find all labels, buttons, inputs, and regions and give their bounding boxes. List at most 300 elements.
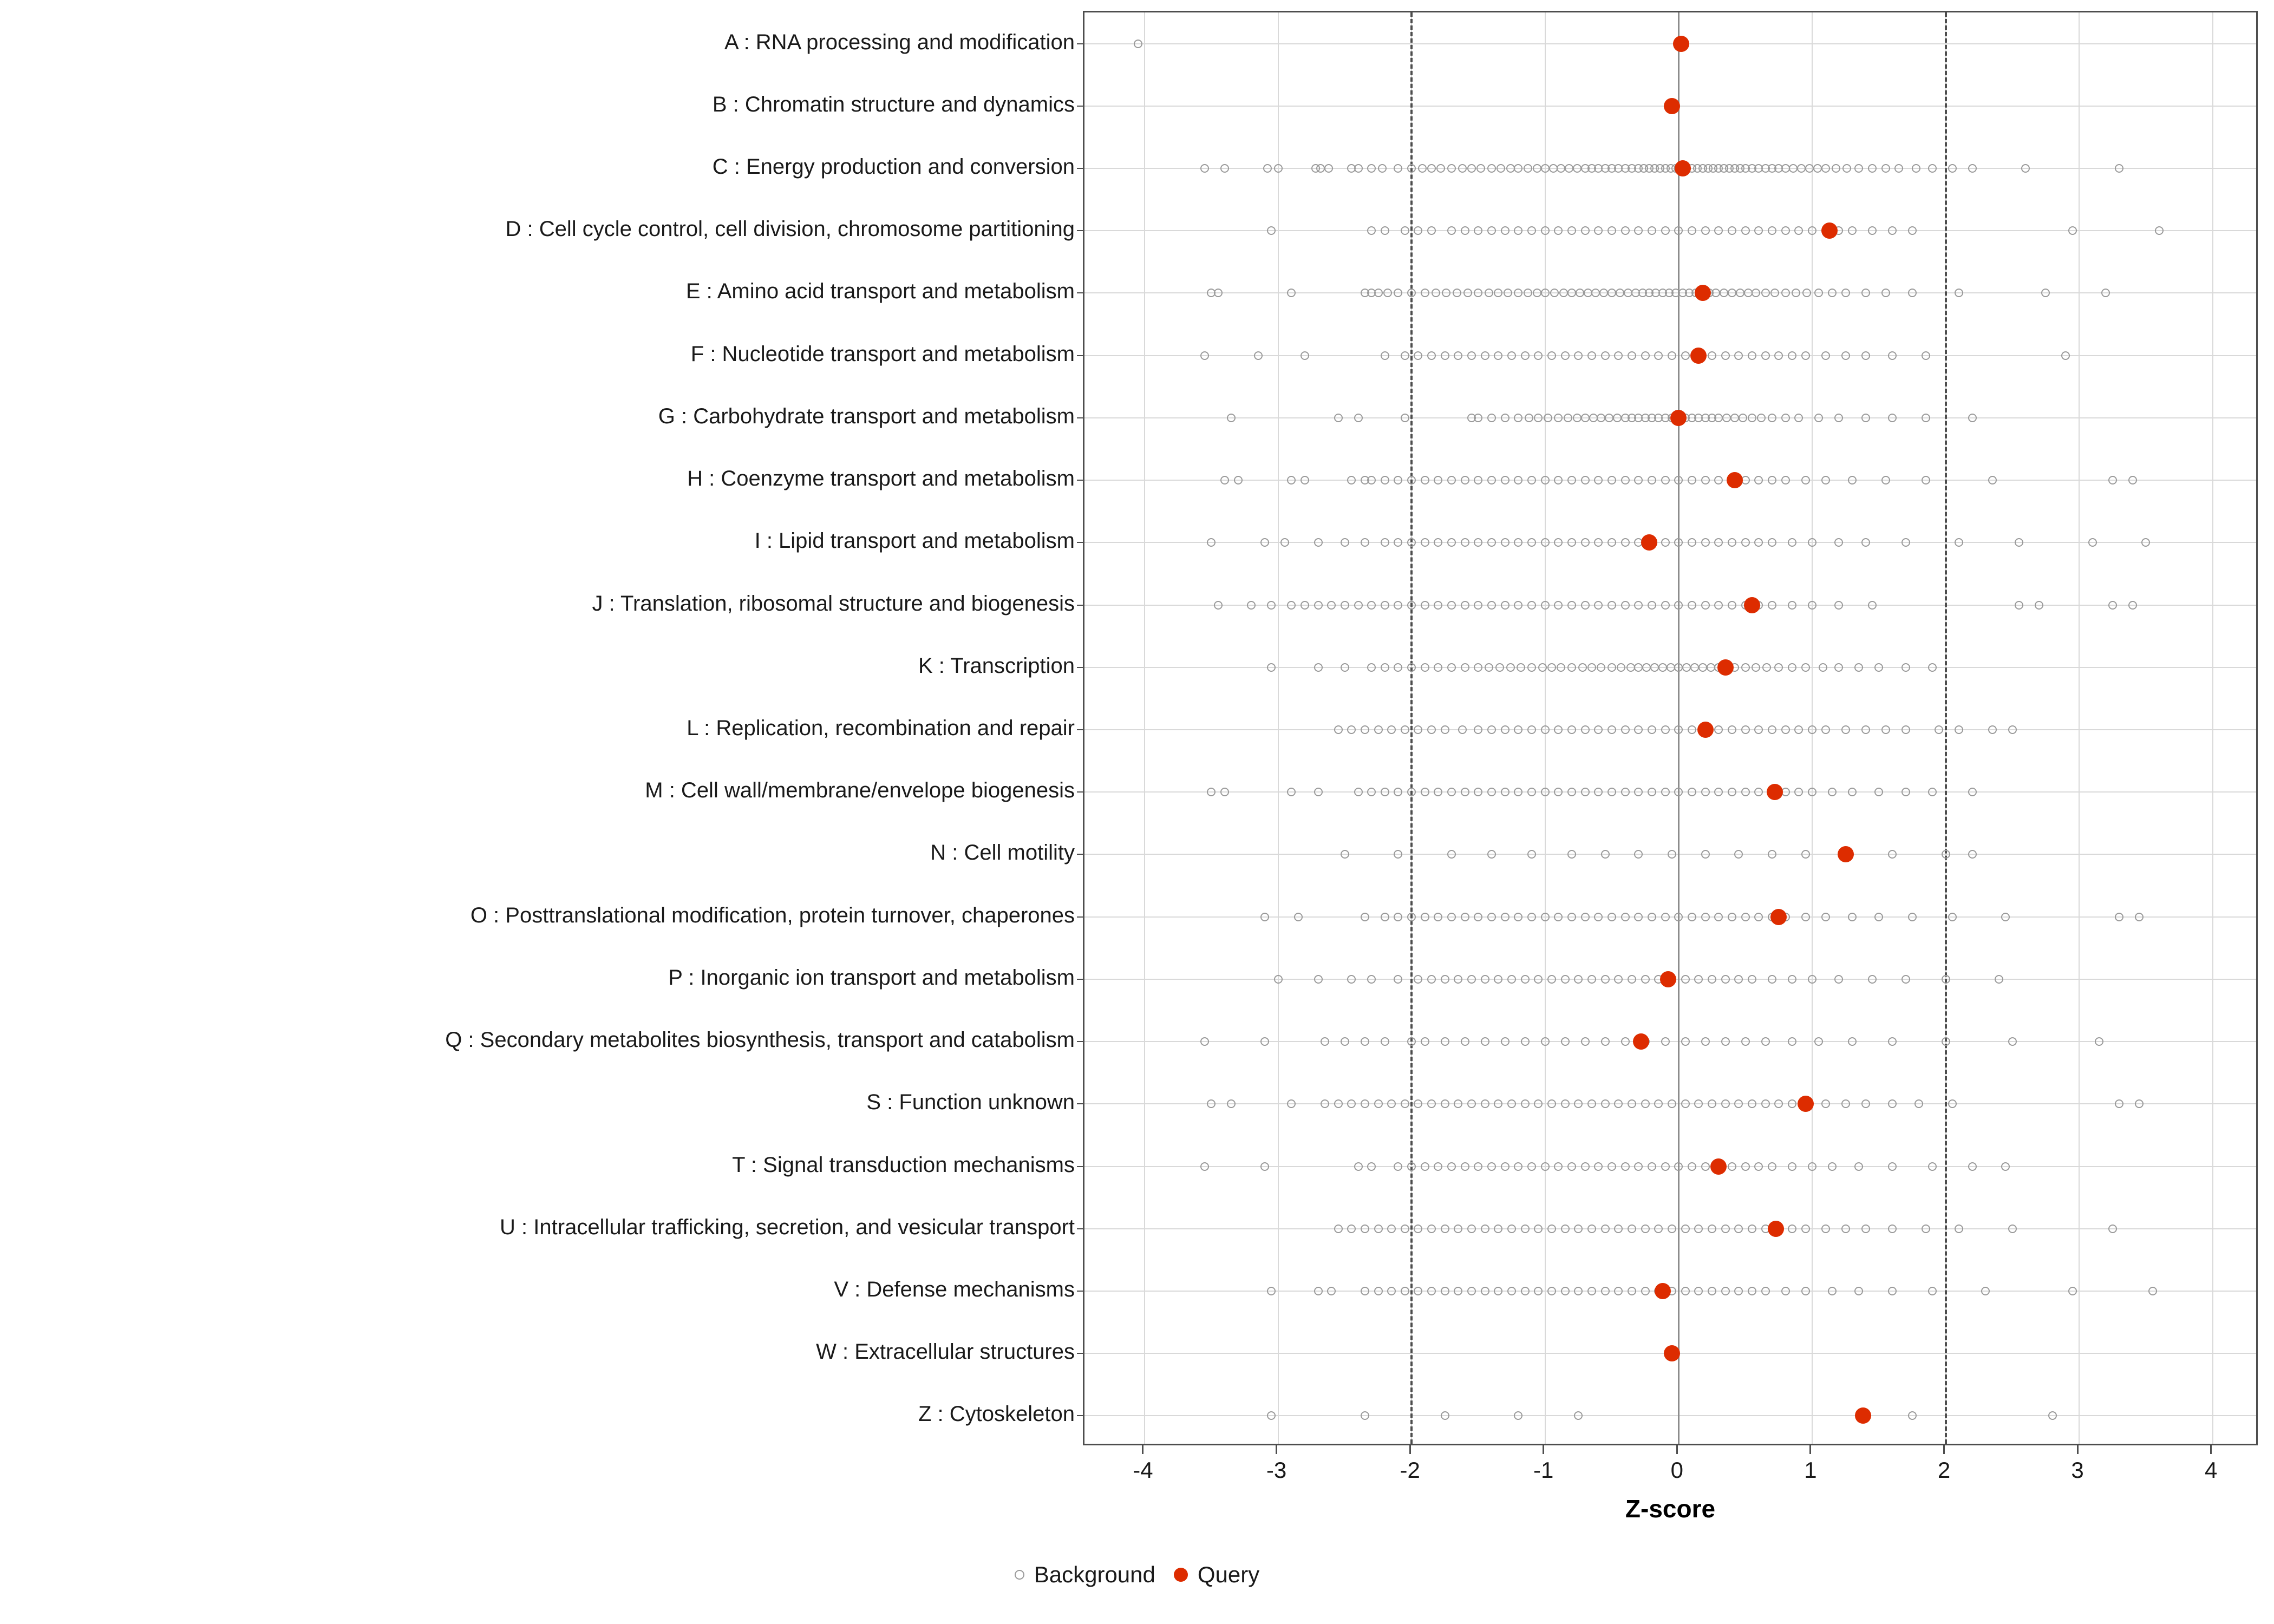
background-point [1227, 414, 1236, 422]
background-point [1848, 476, 1857, 484]
background-point [1674, 913, 1683, 921]
background-point [1608, 663, 1616, 672]
query-point[interactable] [1664, 1345, 1680, 1361]
background-point [1481, 975, 1489, 984]
background-point [1661, 913, 1670, 921]
background-point [1681, 351, 1690, 360]
query-point[interactable] [1770, 909, 1787, 925]
background-point [1741, 913, 1750, 921]
background-point [1507, 351, 1516, 360]
background-point [1547, 1099, 1556, 1108]
background-point [1573, 164, 1582, 173]
background-point [1394, 663, 1402, 672]
background-point [1514, 725, 1522, 734]
query-point[interactable] [1641, 534, 1657, 551]
query-point[interactable] [1655, 1283, 1671, 1299]
y-axis-tick [1077, 916, 1084, 918]
background-point [1361, 913, 1369, 921]
query-point[interactable] [1690, 348, 1707, 364]
background-point [1534, 1224, 1543, 1233]
background-point [1761, 1099, 1770, 1108]
background-point [1387, 1224, 1396, 1233]
background-point [1461, 1162, 1469, 1171]
query-point[interactable] [1660, 971, 1676, 987]
background-point [2115, 1099, 2123, 1108]
background-point [1841, 725, 1850, 734]
background-point [1594, 601, 1603, 610]
background-point [1721, 1224, 1730, 1233]
background-point [1801, 476, 1810, 484]
background-point [1828, 289, 1837, 297]
background-point [1922, 414, 1930, 422]
background-point [2115, 164, 2123, 173]
background-point [1334, 1099, 1343, 1108]
background-point [1728, 913, 1736, 921]
background-point [1347, 1224, 1356, 1233]
background-point [1808, 538, 1816, 547]
background-point [1591, 289, 1600, 297]
y-axis-tick [1077, 1166, 1084, 1167]
background-point [1761, 289, 1770, 297]
background-point [1681, 1099, 1690, 1108]
background-point [1714, 788, 1723, 796]
threshold-reference-line [1945, 12, 1947, 1444]
background-point [1374, 289, 1383, 297]
background-point [1616, 289, 1624, 297]
background-point [1608, 226, 1616, 235]
background-point [1567, 1162, 1576, 1171]
background-point [1654, 351, 1663, 360]
query-point[interactable] [1675, 160, 1691, 176]
background-point [1200, 164, 1209, 173]
query-point[interactable] [1767, 784, 1783, 800]
query-point[interactable] [1855, 1407, 1871, 1424]
background-point [2148, 1287, 2157, 1295]
background-point [1476, 164, 1485, 173]
chart-legend [0, 1562, 2274, 1588]
y-axis-label: S : Function unknown [866, 1090, 1075, 1115]
background-point [1447, 226, 1456, 235]
background-point [1888, 226, 1897, 235]
background-point [1407, 289, 1416, 297]
background-point [1834, 663, 1843, 672]
background-point [1694, 1224, 1703, 1233]
background-point [1581, 1162, 1590, 1171]
background-point [1407, 164, 1416, 173]
background-point [1427, 975, 1436, 984]
background-point [1828, 788, 1837, 796]
query-point[interactable] [1695, 285, 1711, 301]
background-point [1267, 1287, 1276, 1295]
background-point [1287, 289, 1296, 297]
background-point [1701, 1037, 1710, 1046]
query-point[interactable] [1664, 98, 1680, 114]
background-point [1608, 476, 1616, 484]
background-point [1421, 663, 1429, 672]
background-point [1641, 1224, 1650, 1233]
background-point [1447, 788, 1456, 796]
background-point [1748, 1099, 1756, 1108]
background-point [1748, 975, 1756, 984]
background-point [1524, 289, 1532, 297]
background-point [1674, 226, 1683, 235]
background-point [1688, 1162, 1696, 1171]
background-point [1608, 601, 1616, 610]
background-point [1527, 226, 1536, 235]
background-point [1754, 538, 1763, 547]
background-point [1587, 663, 1596, 672]
background-point [1634, 601, 1643, 610]
background-point [1854, 663, 1863, 672]
background-point [1861, 1224, 1870, 1233]
y-axis-label: U : Intracellular trafficking, secretion, and vesicular transport [500, 1215, 1075, 1239]
background-point [1414, 351, 1422, 360]
background-point [1788, 1224, 1796, 1233]
background-point [1324, 164, 1333, 173]
query-point[interactable] [1697, 722, 1714, 738]
y-axis-label: P : Inorganic ion transport and metabolism [668, 965, 1075, 990]
background-point [1507, 1287, 1516, 1295]
background-point [1427, 226, 1436, 235]
background-point [1748, 351, 1756, 360]
background-point [1801, 1224, 1810, 1233]
background-point [1514, 476, 1522, 484]
background-point [1601, 1224, 1610, 1233]
background-point [1334, 1224, 1343, 1233]
background-point [1514, 1411, 1522, 1420]
background-point [1554, 601, 1563, 610]
background-point [1841, 289, 1850, 297]
background-point [1541, 538, 1550, 547]
background-point [1497, 164, 1505, 173]
background-point [2048, 1411, 2057, 1420]
query-point[interactable] [1633, 1033, 1649, 1050]
background-point [1614, 1287, 1623, 1295]
background-point [1668, 351, 1676, 360]
background-point [1554, 913, 1563, 921]
background-point [1968, 164, 1977, 173]
background-point [1401, 1099, 1409, 1108]
background-point [1574, 1287, 1583, 1295]
y-axis-tick [1077, 480, 1084, 481]
background-point [1601, 1037, 1610, 1046]
background-point [1901, 725, 1910, 734]
background-point [1573, 414, 1582, 422]
background-point [1601, 351, 1610, 360]
background-point [1834, 414, 1843, 422]
background-point [1581, 226, 1590, 235]
background-point [1367, 164, 1376, 173]
background-point [1347, 1099, 1356, 1108]
background-point [1614, 1099, 1623, 1108]
background-point [1381, 1037, 1389, 1046]
background-point [1207, 1099, 1216, 1108]
query-point[interactable] [1670, 410, 1687, 426]
background-point [1788, 1162, 1796, 1171]
background-point [1841, 1099, 1850, 1108]
background-point [1427, 1287, 1436, 1295]
background-point [1621, 476, 1630, 484]
background-point [1214, 601, 1223, 610]
background-point [1734, 1287, 1743, 1295]
background-point [1367, 476, 1376, 484]
background-point [2015, 601, 2023, 610]
background-point [1427, 725, 1436, 734]
background-point [1968, 788, 1977, 796]
background-point [1813, 164, 1822, 173]
background-point [1521, 1224, 1530, 1233]
background-point [1888, 1162, 1897, 1171]
background-point [1200, 351, 1209, 360]
background-point [1621, 538, 1630, 547]
background-point [1467, 1224, 1476, 1233]
background-point [1601, 1287, 1610, 1295]
background-point [1381, 538, 1389, 547]
background-point [1461, 476, 1469, 484]
background-point [1968, 1162, 1977, 1171]
background-point [1361, 538, 1369, 547]
background-point [1868, 164, 1877, 173]
background-point [1301, 351, 1309, 360]
background-point [1861, 414, 1870, 422]
background-point [1768, 476, 1776, 484]
query-point[interactable] [1710, 1158, 1727, 1175]
background-point [1521, 1099, 1530, 1108]
y-axis-tick [1077, 1291, 1084, 1292]
background-point [1621, 1037, 1630, 1046]
background-point [1928, 1287, 1937, 1295]
background-point [1601, 975, 1610, 984]
background-point [1634, 476, 1643, 484]
background-point [1661, 725, 1670, 734]
background-point [1441, 1411, 1449, 1420]
background-point [1888, 850, 1897, 859]
background-point [1541, 164, 1550, 173]
background-point [1874, 913, 1883, 921]
background-point [1367, 226, 1376, 235]
background-point [1494, 1099, 1502, 1108]
background-point [1624, 289, 1632, 297]
y-axis-label: L : Replication, recombination and repair [687, 716, 1075, 740]
background-point [2155, 226, 2164, 235]
background-point [1821, 476, 1830, 484]
background-point [2128, 476, 2137, 484]
background-point [1942, 1037, 1950, 1046]
background-point [1834, 601, 1843, 610]
background-point [1501, 788, 1510, 796]
background-point [1792, 289, 1800, 297]
background-point [1928, 164, 1937, 173]
background-point [1768, 226, 1776, 235]
y-axis-tick [1077, 542, 1084, 543]
background-point [1441, 1224, 1449, 1233]
background-point [1587, 1287, 1596, 1295]
background-point [1274, 975, 1283, 984]
background-point [1728, 226, 1736, 235]
background-point [1495, 663, 1504, 672]
background-point [1467, 351, 1476, 360]
background-point [1714, 414, 1723, 422]
background-point [1741, 1037, 1750, 1046]
background-point [1819, 663, 1827, 672]
query-point[interactable] [1821, 222, 1838, 239]
background-point [1549, 164, 1558, 173]
background-point [1534, 975, 1543, 984]
x-axis-tick [2077, 1445, 2079, 1454]
background-point [1634, 226, 1643, 235]
query-point[interactable] [1727, 472, 1743, 488]
background-point [1661, 226, 1670, 235]
background-point [1554, 788, 1563, 796]
background-point [1908, 913, 1917, 921]
background-point [1613, 414, 1622, 422]
background-point [1454, 975, 1462, 984]
background-point [1361, 725, 1369, 734]
background-point [1407, 476, 1416, 484]
query-point[interactable] [1768, 1221, 1784, 1237]
background-point [1594, 476, 1603, 484]
background-point [1641, 975, 1650, 984]
background-point [1541, 289, 1550, 297]
background-point [1383, 289, 1392, 297]
y-axis-label: J : Translation, ribosomal structure and biogenesis [592, 591, 1075, 615]
background-point [1434, 601, 1442, 610]
background-point [1514, 414, 1522, 422]
background-point [1447, 476, 1456, 484]
background-point [1554, 1162, 1563, 1171]
background-point [1874, 663, 1883, 672]
background-point [1561, 1037, 1570, 1046]
background-point [1487, 1162, 1496, 1171]
background-point [1848, 788, 1857, 796]
background-point [1547, 1224, 1556, 1233]
background-point [1567, 226, 1576, 235]
background-point [1254, 351, 1263, 360]
background-point [1681, 1037, 1690, 1046]
background-point [1421, 1037, 1429, 1046]
background-point [1754, 788, 1763, 796]
background-point [1661, 538, 1670, 547]
background-point [1474, 1162, 1482, 1171]
background-point [1594, 226, 1603, 235]
background-point [1690, 663, 1699, 672]
background-point [1354, 1162, 1363, 1171]
background-point [1801, 351, 1810, 360]
background-point [1514, 788, 1522, 796]
background-point [1314, 788, 1323, 796]
background-point [1447, 663, 1456, 672]
y-axis-tick [1077, 230, 1084, 231]
background-point [1207, 538, 1216, 547]
background-point [1334, 414, 1343, 422]
background-point [1621, 725, 1630, 734]
background-point [1594, 1162, 1603, 1171]
background-point [1314, 1287, 1323, 1295]
background-point [1374, 1099, 1383, 1108]
background-point [1301, 601, 1309, 610]
background-point [1928, 1162, 1937, 1171]
background-point [2015, 538, 2023, 547]
background-point [1774, 663, 1783, 672]
background-point [1557, 663, 1565, 672]
background-point [1361, 1037, 1369, 1046]
background-point [2061, 351, 2070, 360]
query-marker-icon [1174, 1568, 1188, 1582]
y-axis-tick [1077, 1041, 1084, 1042]
background-point [1714, 476, 1723, 484]
background-point [1442, 289, 1450, 297]
query-point[interactable] [1838, 846, 1854, 862]
background-point [1501, 725, 1510, 734]
background-point [1427, 164, 1436, 173]
background-point [2008, 725, 2017, 734]
x-axis-tick [1809, 1445, 1811, 1454]
background-point [1541, 725, 1550, 734]
query-point[interactable] [1798, 1096, 1814, 1112]
y-axis-tick [1077, 1228, 1084, 1229]
y-axis-label: E : Amino acid transport and metabolism [685, 279, 1075, 304]
query-point[interactable] [1673, 36, 1689, 52]
background-point [1608, 788, 1616, 796]
background-point [1794, 414, 1803, 422]
background-point [1567, 289, 1576, 297]
background-point [1501, 1037, 1510, 1046]
background-point [1981, 1287, 1990, 1295]
background-point [1214, 289, 1223, 297]
background-point [1788, 1099, 1796, 1108]
query-point[interactable] [1717, 659, 1734, 676]
background-point [1527, 476, 1536, 484]
background-point [1781, 164, 1790, 173]
background-point [1581, 913, 1590, 921]
background-point [1694, 1287, 1703, 1295]
background-point [1507, 975, 1516, 984]
background-point [1561, 1099, 1570, 1108]
background-point [1701, 538, 1710, 547]
background-point [1848, 1037, 1857, 1046]
background-point [1674, 725, 1683, 734]
background-point [1381, 351, 1389, 360]
y-axis-label: W : Extracellular structures [816, 1340, 1075, 1364]
background-point [1447, 538, 1456, 547]
background-point [1381, 476, 1389, 484]
background-point [1781, 289, 1790, 297]
background-point [1922, 351, 1930, 360]
background-point [1547, 1287, 1556, 1295]
background-point [1414, 1099, 1422, 1108]
background-point [1935, 725, 1943, 734]
background-point [1641, 1099, 1650, 1108]
background-point [1533, 164, 1541, 173]
background-point [1788, 1037, 1796, 1046]
background-point [1641, 1287, 1650, 1295]
background-point [1314, 663, 1323, 672]
background-point [1467, 164, 1476, 173]
background-point [1667, 663, 1675, 672]
y-axis-label: O : Posttranslational modification, protein turnover, chaperones [470, 903, 1075, 927]
background-point [2041, 289, 2050, 297]
background-point [1547, 351, 1556, 360]
background-point [1734, 850, 1743, 859]
query-point[interactable] [1744, 597, 1760, 613]
background-point [1527, 788, 1536, 796]
background-point [1544, 414, 1552, 422]
background-point [1770, 289, 1779, 297]
background-point [1626, 663, 1635, 672]
background-point [1487, 538, 1496, 547]
background-point [1834, 538, 1843, 547]
background-point [1527, 601, 1536, 610]
